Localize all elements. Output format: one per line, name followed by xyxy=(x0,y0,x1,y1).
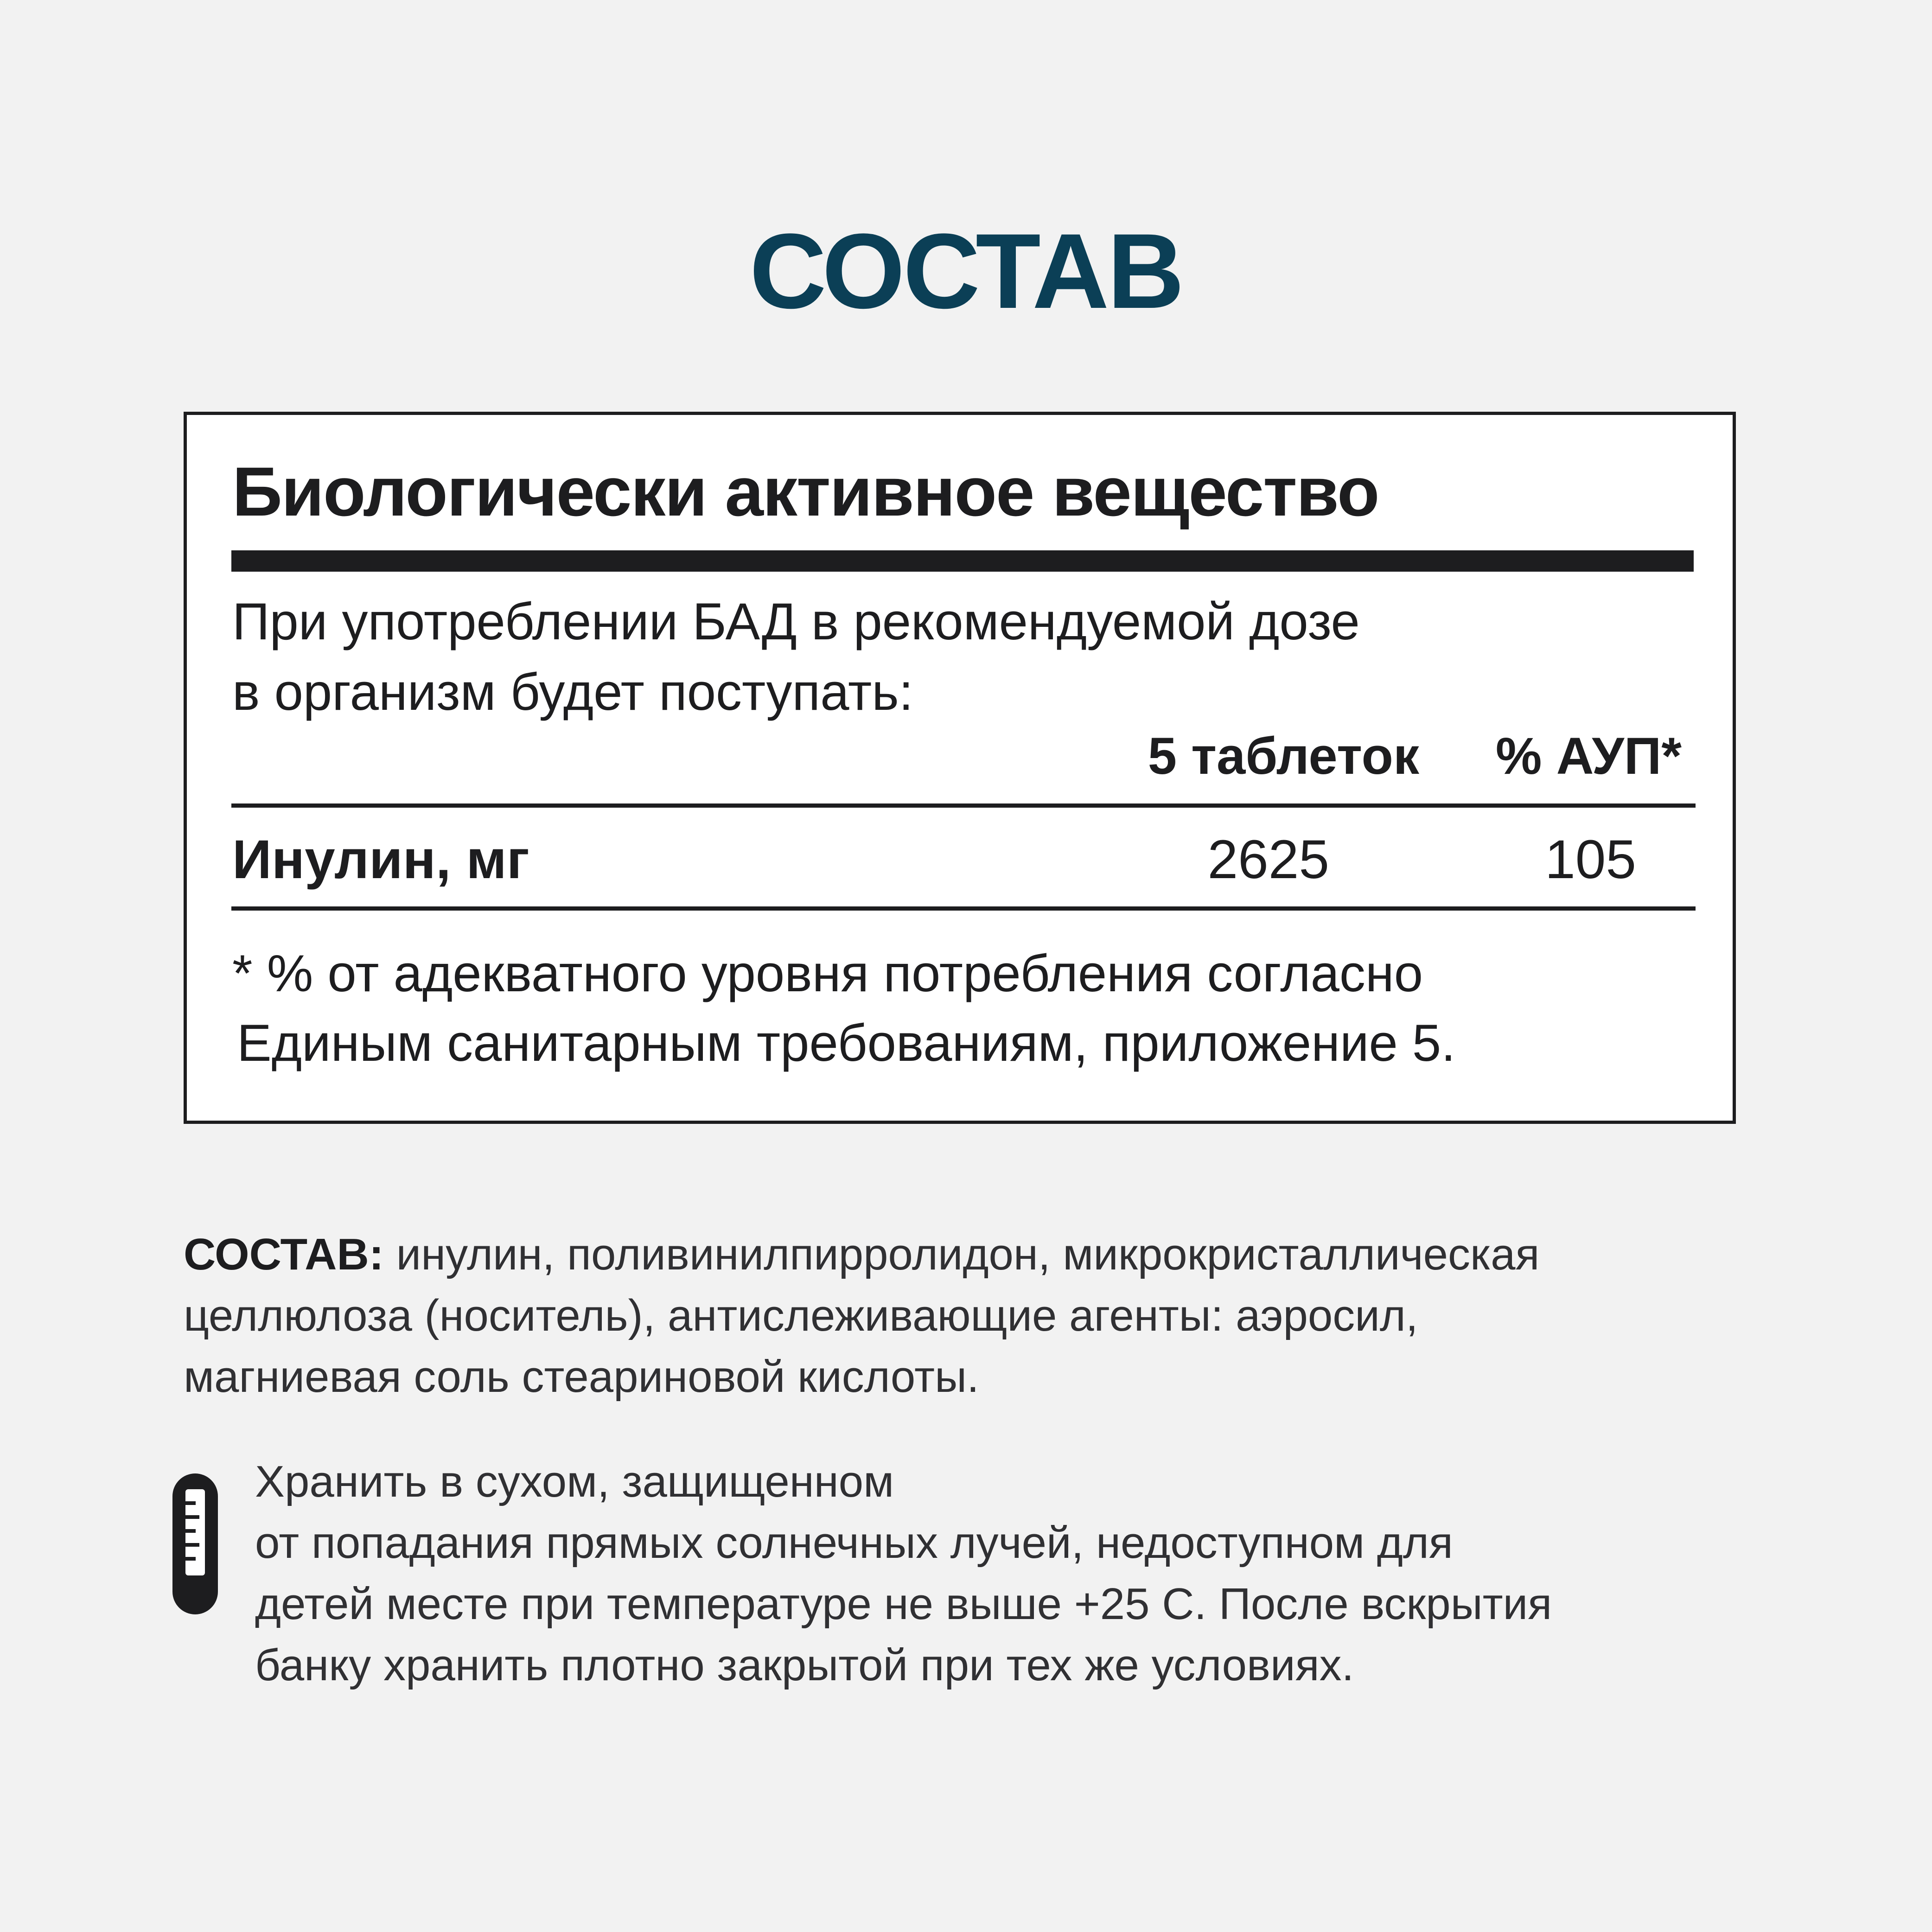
footnote xyxy=(232,939,1455,1078)
footnote-line-1: * % от адекватного уровня потребления согласно xyxy=(232,944,1423,1002)
storage-line-2: от попадания прямых солнечных лучей, недоступном для xyxy=(255,1518,1453,1568)
composition-label: СОСТАВ: xyxy=(184,1230,384,1279)
nutrition-panel xyxy=(184,412,1736,1124)
table-rule-top xyxy=(231,803,1696,808)
footnote-line-2: Единым санитарным требованиям, приложение 5. xyxy=(237,1014,1456,1072)
panel-heading: Биологически активное вещество xyxy=(232,453,1379,530)
composition-line-3: магниевая соль стеариновой кислоты. xyxy=(184,1352,979,1402)
table-row-percent: 105 xyxy=(1545,829,1636,890)
table-row-name: Инулин, мг xyxy=(232,829,529,890)
column-header-dose: 5 таблеток xyxy=(1148,727,1419,785)
storage-line-4: банку хранить плотно закрытой при тех же условиях. xyxy=(255,1640,1354,1690)
composition-line-2: целлюлоза (носитель), антислеживающие агенты: аэросил, xyxy=(184,1291,1418,1340)
column-header-percent: % АУП* xyxy=(1495,727,1682,785)
table-rule-bottom xyxy=(231,906,1696,911)
composition-line-1: инулин, поливинилпирролидон, микрокристаллическая xyxy=(383,1230,1540,1279)
table-row-dose: 2625 xyxy=(1207,829,1329,890)
composition-text xyxy=(184,1224,1539,1408)
page-title: СОСТАВ xyxy=(749,211,1183,331)
storage-line-1: Хранить в сухом, защищенном xyxy=(255,1457,894,1506)
intro-line-1: При употреблении БАД в рекомендуемой дозе xyxy=(232,593,1360,650)
storage-line-3: детей месте при температуре не выше +25 С. После вскрытия xyxy=(255,1579,1552,1629)
panel-intro xyxy=(232,587,1360,727)
intro-line-2: в организм будет поступать: xyxy=(232,663,913,721)
storage-text xyxy=(255,1451,1552,1696)
thermometer-icon xyxy=(172,1473,218,1614)
heading-divider xyxy=(231,550,1694,572)
